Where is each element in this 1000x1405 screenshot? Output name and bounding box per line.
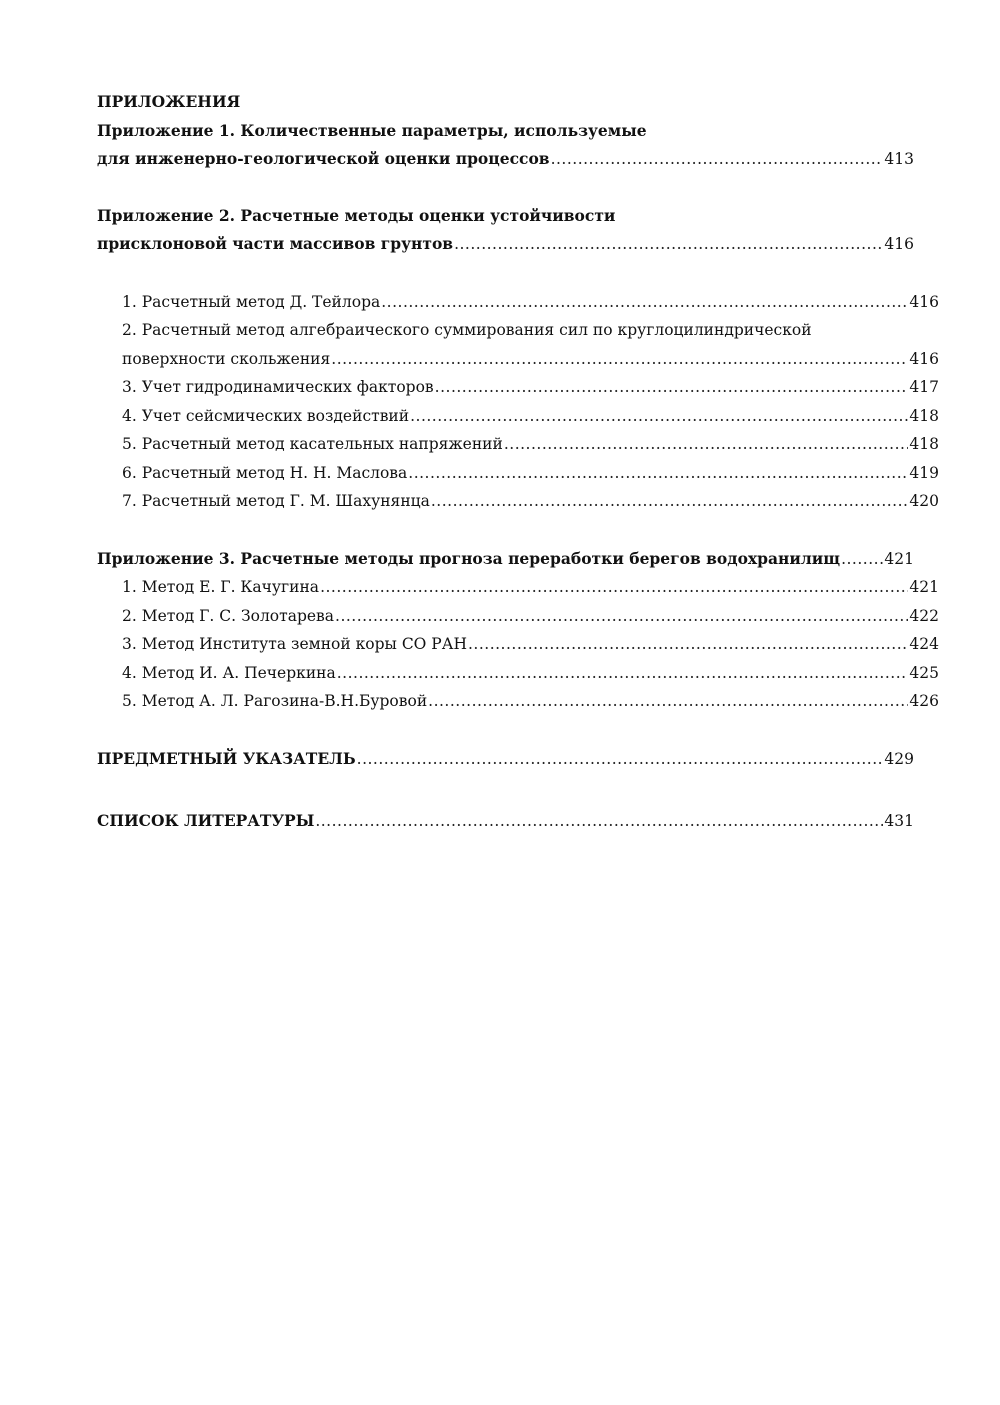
toc-item-label: 7. Расчетный метод Г. М. Шахунянца: [122, 492, 430, 510]
page-number: 418: [909, 435, 939, 453]
dot-leader: [428, 687, 908, 716]
toc-item-label-line1[interactable]: 2. Расчетный метод алгебраического суммирования сил по круглоцилиндрической: [122, 321, 812, 339]
appendices-heading: ПРИЛОЖЕНИЯ: [97, 92, 241, 111]
page-number: 417: [909, 378, 939, 396]
toc-item-label: 5. Расчетный метод касательных напряжений: [122, 435, 503, 453]
dot-leader: [551, 145, 884, 174]
dot-leader: [331, 345, 908, 374]
page-number: 424: [909, 635, 939, 653]
appendix2-title-line1: Приложение 2. Расчетные методы оценки устойчивости: [97, 205, 616, 225]
dot-leader: [410, 402, 908, 431]
appendix2-title-line2: присклоновой части массивов грунтов: [97, 234, 454, 253]
page-number: 429: [884, 749, 914, 768]
toc-item-label-line2: поверхности скольжения: [122, 349, 331, 368]
toc-item[interactable]: [97, 402, 939, 431]
page-number: 418: [909, 406, 939, 425]
page-number: 416: [909, 349, 939, 368]
subject-index-entry[interactable]: [97, 745, 914, 774]
appendix3-title: Приложение 3. Расчетные методы прогноза переработки берегов водохранилищ: [97, 548, 841, 568]
page-number: 413: [884, 150, 914, 168]
toc-item-label: 1. Метод Е. Г. Качугина: [122, 578, 320, 596]
toc-item[interactable]: [97, 659, 939, 688]
toc-item-label: 3. Учет гидродинамических факторов: [122, 378, 434, 396]
dot-leader: [435, 373, 909, 402]
toc-item[interactable]: [97, 687, 939, 716]
dot-leader: [335, 602, 908, 631]
toc-item[interactable]: [97, 430, 939, 459]
dot-leader: [357, 745, 884, 774]
toc-item[interactable]: [97, 487, 939, 516]
page-number: 422: [909, 606, 939, 625]
toc-item-label: 3. Метод Института земной коры СО РАН: [122, 635, 467, 653]
toc-item-label: 1. Расчетный метод Д. Тейлора: [122, 292, 381, 311]
page-number: 419: [909, 463, 939, 482]
toc-item[interactable]: [97, 602, 939, 631]
toc-item-label: 5. Метод А. Л. Рагозина-В.Н.Буровой: [122, 692, 428, 710]
appendix1-title-line2: для инженерно-геологической оценки процессов: [97, 149, 550, 168]
dot-leader: [454, 230, 883, 259]
dot-leader: [337, 659, 909, 688]
appendix1-entry[interactable]: [97, 145, 914, 174]
page-number: 421: [884, 549, 914, 568]
page-number: 416: [884, 235, 914, 253]
toc-item-label: 4. Учет сейсмических воздействий: [122, 406, 410, 425]
subject-index-title: ПРЕДМЕТНЫЙ УКАЗАТЕЛЬ: [97, 748, 356, 768]
page-number: 425: [909, 663, 939, 682]
page-number: 426: [909, 692, 939, 710]
references-entry[interactable]: [97, 807, 914, 836]
dot-leader: [315, 807, 883, 836]
appendix1-title-line1: Приложение 1. Количественные параметры, используемые: [97, 120, 647, 140]
page-number: 420: [909, 492, 939, 510]
dot-leader: [841, 545, 883, 574]
dot-leader: [408, 459, 908, 488]
page-number: 416: [909, 292, 939, 311]
references-title: СПИСОК ЛИТЕРАТУРЫ: [97, 811, 315, 830]
dot-leader: [431, 487, 909, 516]
dot-leader: [320, 573, 908, 602]
toc-item[interactable]: [97, 288, 939, 317]
toc-item[interactable]: [97, 573, 939, 602]
dot-leader: [468, 630, 908, 659]
toc-item[interactable]: [97, 345, 939, 374]
appendix2-entry[interactable]: [97, 230, 914, 259]
page-number: 421: [909, 578, 939, 596]
page-number: 431: [884, 812, 914, 830]
dot-leader: [504, 430, 909, 459]
toc-item[interactable]: [97, 373, 939, 402]
dot-leader: [381, 288, 908, 317]
toc-item[interactable]: [97, 459, 939, 488]
toc-item-label: 2. Метод Г. С. Золотарева: [122, 606, 335, 625]
toc-item-label: 6. Расчетный метод Н. Н. Маслова: [122, 463, 408, 482]
toc-item[interactable]: [97, 630, 939, 659]
toc-item-label: 4. Метод И. А. Печеркина: [122, 663, 336, 682]
appendix3-entry[interactable]: [97, 545, 914, 574]
toc-page: [97, 88, 939, 836]
